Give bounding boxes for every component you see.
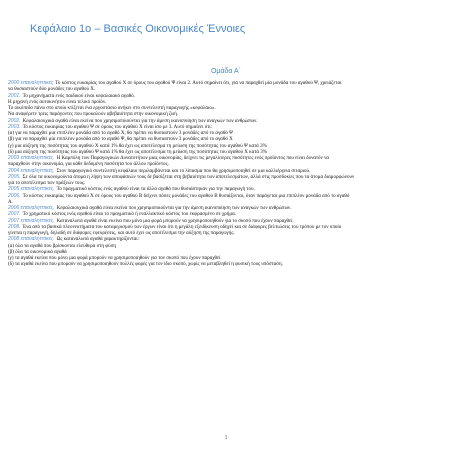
exam-year-label: 2007. bbox=[8, 211, 21, 218]
question-text: (γ) τα αγαθά εκείνα που μόνο μια φορά μπορούν να χρησιμοποιηθούν για τον σκοπό που έχουν παραχθεί bbox=[8, 255, 221, 261]
question-text: Ως καταναλωτά αγαθά χαρακτηρίζονται: bbox=[56, 236, 140, 243]
exam-year-label: 2008. bbox=[8, 223, 21, 230]
question-text: Το πραγματικό κόστος ενός αγαθού είναι τα άλλα αγαθά που θυσιάστηκαν για την παραγωγή του. bbox=[56, 186, 255, 193]
exam-year-label: 2001. bbox=[8, 92, 21, 99]
page-title: Κεφάλαιο 1ο – Βασικές Οικονομικές Έννοιες bbox=[30, 23, 246, 35]
question-text: (δ) μια αύξηση της ποσότητας του αγαθού Ψ κατά 1% θα έχει ως αποτέλεσμα τη μείωση της ποσότητας του αγαθού Χ κατά 3% bbox=[8, 148, 267, 155]
exam-year-label: 2005. bbox=[8, 173, 21, 180]
question-text: Το κόστος ευκαιρίας του αγαθού Ψ σε όρους του αγαθού Χ είναι ίσο με 3. Αυτό σημαίνει ότι: bbox=[22, 123, 213, 130]
question-text: Το κόστος ευκαιρίας του αγαθού Χ σε όρους του αγαθού Β δείχνει πόσες μονάδες του αγαθού Β θυσιάζονται, όταν παράγεται μια επιπλέον μονάδα από το αγαθό bbox=[22, 192, 350, 199]
question-text: γίνεται η παραγωγή, δηλαδή σε διάφορες εφευρέσεις, και αυτό έχει ως αποτέλεσμα την αύξηση της παραγωγής. bbox=[8, 230, 235, 236]
exam-year-label: 2005 επαναληπτικές. bbox=[8, 186, 55, 193]
question-text: Το χρηματικό κόστος ενός αγαθού είναι το πραγματικό ή εναλλακτικό κόστος του εκφρασμένο σε χρήμα. bbox=[22, 211, 236, 218]
exam-year-label: 2006 επαναληπτικές. bbox=[8, 205, 55, 211]
exam-year-label: 2003. bbox=[8, 123, 21, 130]
question-text: (β) όλα τα οικονομικά αγαθά bbox=[8, 248, 67, 255]
question-list bbox=[8, 80, 444, 268]
question-text: Το μηχανήματα ενός παιδικού είναι κεφαλαιακό αγαθό. bbox=[22, 92, 135, 99]
exam-year-label: 2007 επαναληπτικές. bbox=[8, 217, 55, 224]
question-text: Κεφαλαιουχικά αγαθά είναι εκείνα που χρησιμοποιούνται για την άμεση ικανοποίηση των αναγκών των ανθρώπων. bbox=[56, 205, 292, 211]
question-text: Η μηχανή ενός αυτοκινήτου είναι τελικό προϊόν. bbox=[8, 98, 107, 105]
question-text: Κεφαλαιουχικά αγαθά είναι εκείνα που χρησιμοποιούνται για την άμεση ικανοποίηση των αναγκών των ανθρώπων. bbox=[22, 117, 258, 124]
question-text: να θυσιαστούν δύο μονάδες του αγαθού Χ. bbox=[8, 86, 96, 93]
question-text: Α. bbox=[8, 198, 13, 205]
question-text: (γ) μια αύξηση της ποσότητας του αγαθού Χ κατά 1% θα έχει ως αποτέλεσμα τη μείωση της ποσότητας του αγαθού Ψ κατά 3% bbox=[8, 142, 267, 149]
question-text: για το αποτέλεσμα των πράξεών τους. bbox=[8, 180, 86, 186]
question-text: Το οικόπεδο πάνω στο οποίο κτίζεται ένα εργοστάσιο ανήκει στο συντελεστή παραγωγής «κεφάλαιο». bbox=[8, 105, 216, 111]
exam-year-label: 2002. bbox=[8, 117, 21, 124]
exam-year-label: 2003 επαναληπτικές. bbox=[8, 155, 55, 161]
question-text: Σε όλα τα οικονομούντα άτομα η λήψη των αποφάσεών τους δε βασίζεται στη βεβαιότητα των αποτελεσμάτων, αλλά στις προσδοκίες που τα άτομα διαμορφώνουν bbox=[22, 173, 355, 180]
page-number: 1 bbox=[224, 435, 228, 441]
question-line bbox=[8, 261, 444, 267]
exam-year-label: 2008 επαναληπτικές. bbox=[8, 236, 55, 243]
question-text: (α) για να παραχθεί μια επιπλέον μονάδα από το αγαθό Χ, θα πρέπει να θυσιαστούν 3 μονάδες από το αγαθό Ψ bbox=[8, 130, 233, 136]
question-text: Να αναφέρετε τρεις παράγοντες που προκαλούν αβεβαιότητα στην οικονομική ζωή. bbox=[8, 111, 179, 118]
question-text: Ένα από τα βασικά πλεονεκτήματα του καταμερισμού των έργων είναι ότι η μεγάλη εξειδίκευση οδηγεί και σε διάφορες βελτιώσεις του τρόπου με τον οποίο bbox=[22, 223, 342, 230]
question-text: Στον παραγωγικό συντελεστή κεφάλαιο περιλαμβάνεται και το λίπασμα που θα χρησιμοποιηθεί σε μια καλλιέργεια σιταριού. bbox=[56, 167, 311, 174]
question-text: (α) όλα τα αγαθά που βρίσκονται ελεύθερα στη φύση bbox=[8, 242, 117, 249]
question-text: (δ) τα αγαθά εκείνα που μπορούν να χρησιμοποιηθούν πολλές φορές για τον ίδιο σκοπό, χωρίς να μεταβληθεί η φυσική τους υπόσταση. bbox=[8, 261, 283, 268]
question-text: (β) για να παραχθεί μία επιπλέον μονάδα από το αγαθό Ψ, θα πρέπει να θυσιαστούν 3 μονάδες από το αγαθό Χ bbox=[8, 136, 233, 143]
exam-year-label: 2000 επαναληπτικές bbox=[8, 80, 54, 86]
question-text: Η Καμπύλη των Παραγωγικών Δυνατοτήτων μιας οικονομίας, δείχνει τις μεγαλύτερες ποσότητες ενός προϊόντος που είναι δυνατόν να bbox=[56, 155, 330, 161]
question-text: παραχθούν στην οικονομία, για κάθε δεδομένη ποσότητα του άλλου προϊόντος. bbox=[8, 161, 169, 168]
question-text: Το κόστος ευκαιρίας του αγαθού Χ σε όρους του αγαθού Ψ είναι 2. Αυτό σημαίνει ότι, για να παραχθεί μία μονάδα του αγαθού Ψ, χρειάζεται bbox=[55, 80, 342, 86]
question-text: Καταναλωτά αγαθά είναι εκείνα που μόνο μια φορά μπορούν να χρησιμοποιηθούν για το σκοπό που έχουν παραχθεί. bbox=[56, 217, 294, 224]
exam-year-label: 2004 επαναληπτικές. bbox=[8, 167, 55, 174]
exam-year-label: 2006. bbox=[8, 192, 21, 199]
group-heading: Ομάδα Α΄ bbox=[210, 68, 242, 75]
